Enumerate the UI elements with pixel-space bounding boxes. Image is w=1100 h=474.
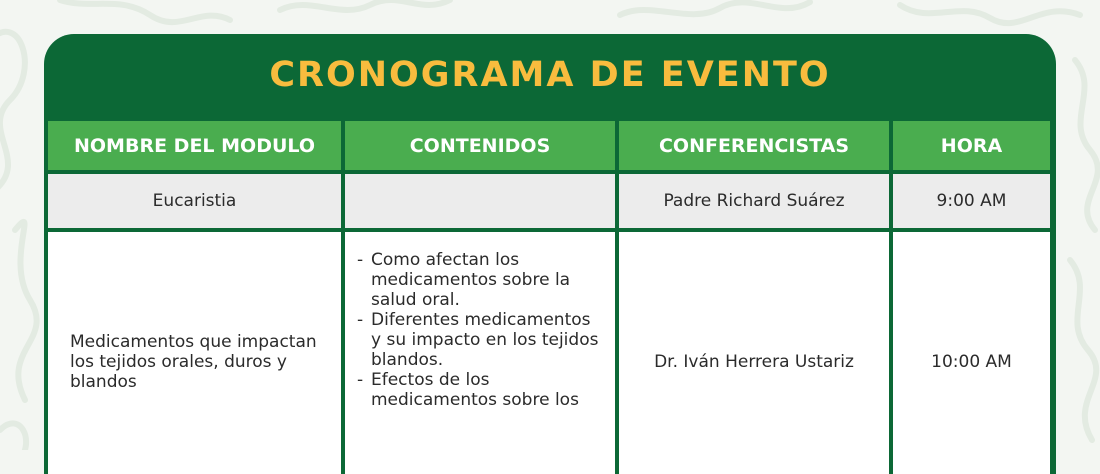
row-2-contents: [345, 232, 615, 474]
row-2-time: 10:00 AM: [893, 232, 1050, 474]
contents-item: - Diferentes medicamentos y su impacto en los tejidos blandos.: [357, 310, 603, 370]
header-speakers: CONFERENCISTAS: [619, 121, 889, 170]
row-1-speaker: Padre Richard Suárez: [619, 174, 889, 228]
schedule-card: [44, 34, 1056, 474]
row-1-time: 9:00 AM: [893, 174, 1050, 228]
row-2-speaker: Dr. Iván Herrera Ustariz: [619, 232, 889, 474]
row-1-module: Eucaristia: [48, 174, 341, 228]
header-module: NOMBRE DEL MODULO: [48, 121, 341, 170]
schedule-title: CRONOGRAMA DE EVENTO: [269, 55, 831, 95]
header-time: HORA: [893, 121, 1050, 170]
row-1-contents: [345, 174, 615, 228]
contents-item: - Efectos de los medicamentos sobre los: [357, 370, 603, 410]
row-2-module: Medicamentos que impactan los tejidos orales, duros y blandos: [48, 232, 341, 474]
contents-item: - Como afectan los medicamentos sobre la salud oral.: [357, 250, 603, 310]
header-contents: CONTENIDOS: [345, 121, 615, 170]
contents-list: [357, 250, 603, 410]
